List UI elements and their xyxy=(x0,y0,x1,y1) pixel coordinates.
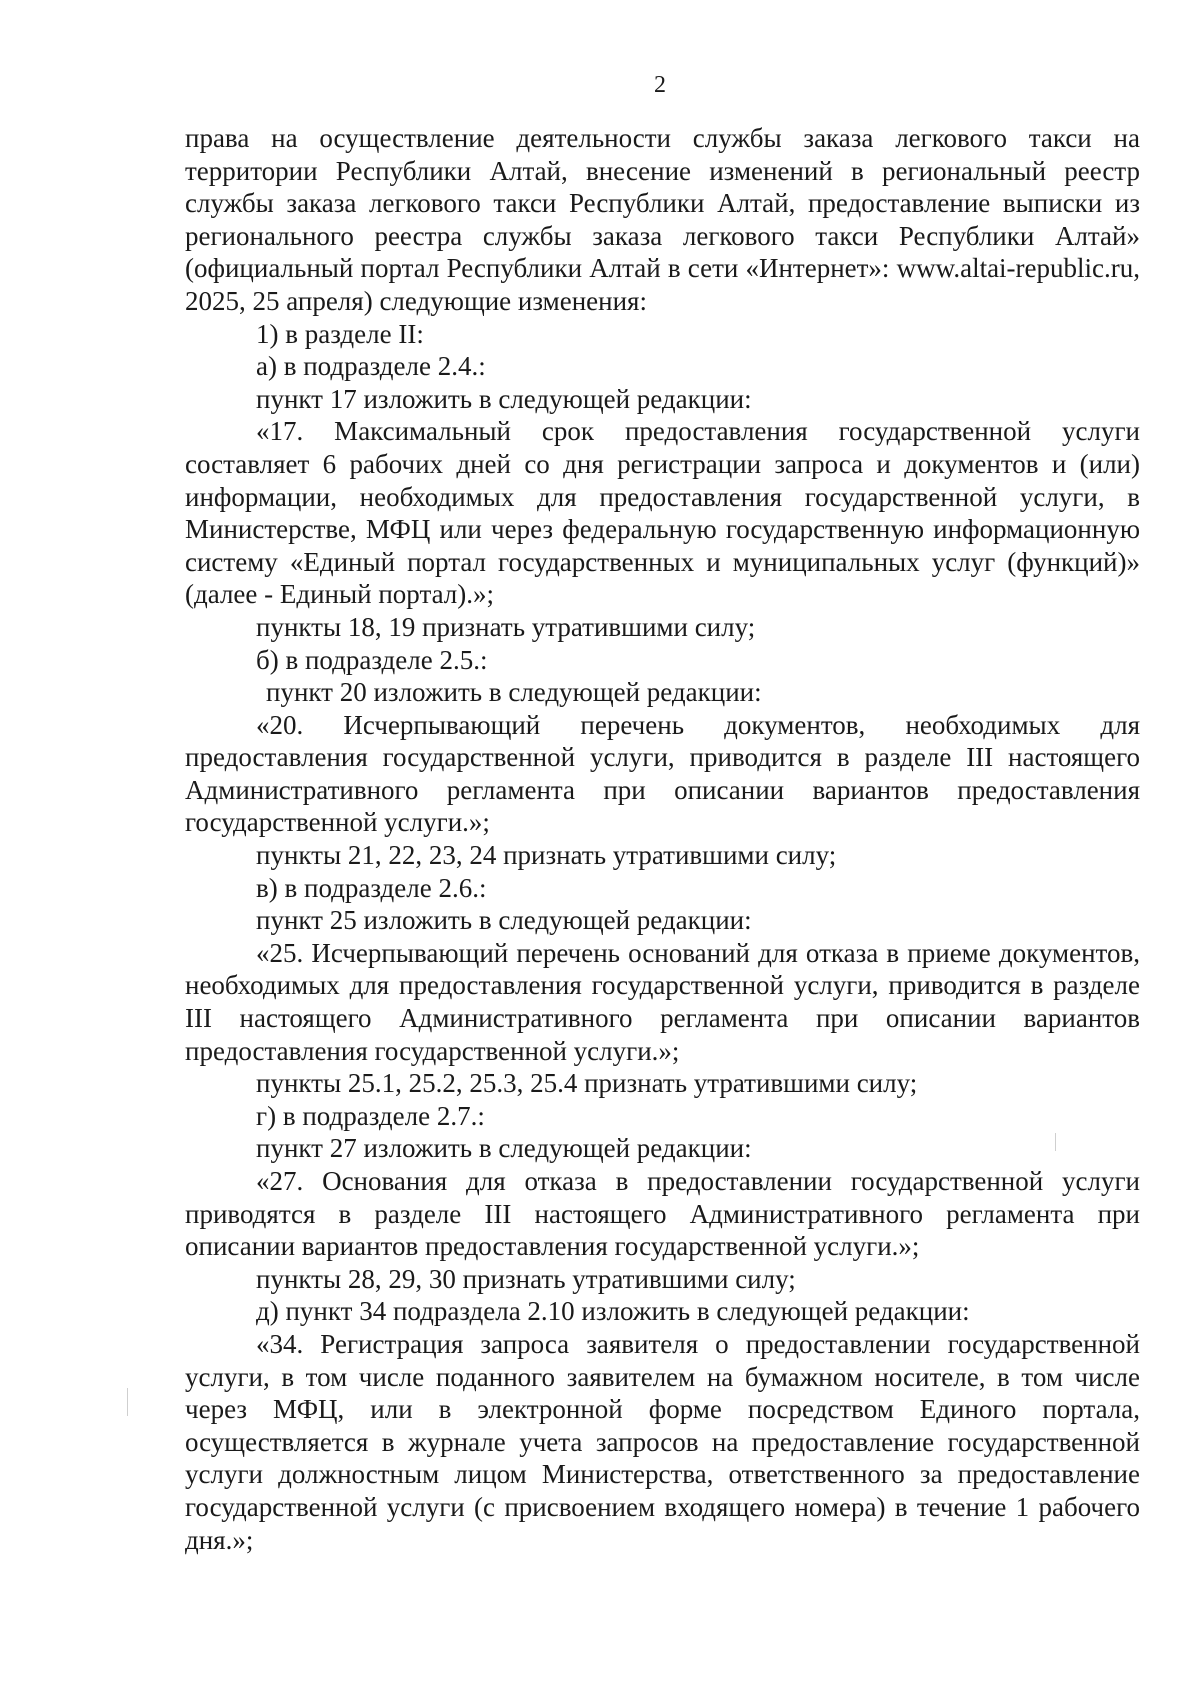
paragraph-subsection-2-4: а) в подразделе 2.4.: xyxy=(256,351,486,382)
paragraph-item-25: «25. Исчерпывающий перечень оснований для отказа в приеме документов, необходимых для предоставления государственной услуги, приводится в разделе III настоящего Административного регламента при описании вариантов предоставления государственной услуги.»; xyxy=(185,937,1140,1066)
paragraph-subsection-2-6: в) в подразделе 2.6.: xyxy=(256,872,487,903)
document-body xyxy=(185,122,1140,1556)
paragraph-intro: права на осуществление деятельности службы заказа легкового такси на территории Республики Алтай, внесение изменений в региональный реестр службы заказа легкового такси Республики Алтай, предоставление выписки из регионального реестра службы заказа легкового такси Республики Алтай» (официальный портал Республики Алтай в сети «Интернет»: www.altai-republic.ru, 2025, 25 апреля) следующие изменения: xyxy=(185,123,1140,316)
paragraph-items-18-19: пункты 18, 19 признать утратившими силу; xyxy=(256,611,756,642)
paragraph-items-28-30: пункты 28, 29, 30 признать утратившими силу; xyxy=(256,1263,796,1294)
paragraph-items-25-1-25-4: пункты 25.1, 25.2, 25.3, 25.4 признать утратившими силу; xyxy=(256,1068,918,1099)
paragraph-item-34-intro: д) пункт 34 подраздела 2.10 изложить в следующей редакции: xyxy=(256,1296,970,1327)
paragraph-subsection-2-5: б) в подразделе 2.5.: xyxy=(256,644,488,675)
paragraph-item-27-intro: пункт 27 изложить в следующей редакции: xyxy=(256,1133,752,1164)
paragraph-item-17-intro: пункт 17 изложить в следующей редакции: xyxy=(256,383,752,414)
paragraph-item-17: «17. Максимальный срок предоставления государственной услуги составляет 6 рабочих дней со дня регистрации запроса и документов и (или) информации, необходимых для предоставления государственной услуги, в Министерстве, МФЦ или через федеральную государственную информационную систему «Единый портал государственных и муниципальных услуг (функций)» (далее - Единый портал).»; xyxy=(185,416,1140,610)
paragraph-item-20: «20. Исчерпывающий перечень документов, необходимых для предоставления государственной услуги, приводится в разделе III настоящего Административного регламента при описании вариантов предоставления государственной услуги.»; xyxy=(185,709,1140,838)
paragraph-item-25-intro: пункт 25 изложить в следующей редакции: xyxy=(256,905,752,936)
paragraph-item-20-intro: пункт 20 изложить в следующей редакции: xyxy=(266,677,762,708)
page-number: 2 xyxy=(654,72,666,98)
paragraph-items-21-24: пункты 21, 22, 23, 24 признать утратившими силу; xyxy=(256,840,837,871)
paragraph-section-ii: 1) в разделе II: xyxy=(256,318,424,349)
paragraph-subsection-2-7: г) в подразделе 2.7.: xyxy=(256,1100,485,1131)
paragraph-item-27: «27. Основания для отказа в предоставлении государственной услуги приводятся в разделе III настоящего Административного регламента при описании вариантов предоставления государственной услуги.»; xyxy=(185,1166,1140,1262)
scan-artifact-mark xyxy=(1055,1133,1056,1151)
paragraph-item-34: «34. Регистрация запроса заявителя о предоставлении государственной услуги, в том числе поданного заявителем на бумажном носителе, в том числе через МФЦ, или в электронной форме посредством Единого портала, осуществляется в журнале учета запросов на предоставление государственной услуги должностным лицом Министерства, ответственного за предоставление государственной услуги (с присвоением входящего номера) в течение 1 рабочего дня.»; xyxy=(185,1328,1140,1555)
scan-artifact-mark xyxy=(127,1388,128,1416)
